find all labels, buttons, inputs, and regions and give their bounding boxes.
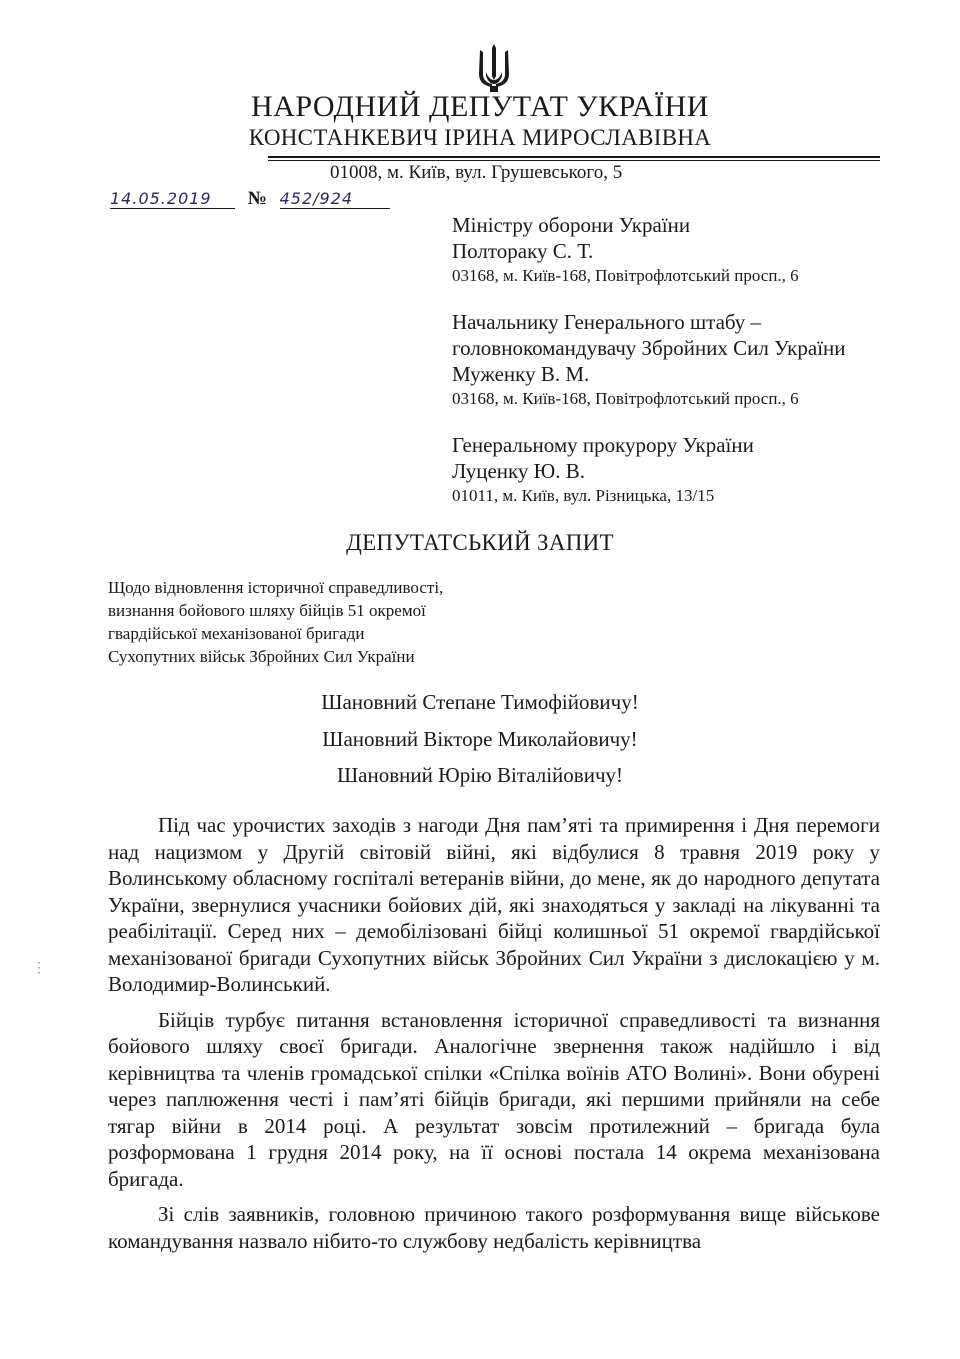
letterhead-address: 01008, м. Київ, вул. Грушевського, 5 <box>330 162 623 183</box>
letterhead-rule-thin <box>268 160 880 161</box>
registration-number-sign: № <box>247 188 267 209</box>
subject-line: гвардійської механізованої бригади <box>108 624 365 643</box>
recipient-block-general-staff <box>452 309 846 411</box>
greeting-line: Шановний Степане Тимофійовичу! <box>321 690 639 714</box>
margin-mark: ⋮ <box>32 961 46 976</box>
greeting-line: Шановний Юрію Віталійовичу! <box>336 763 624 787</box>
document-title: ДЕПУТАТСЬКИЙ ЗАПИТ <box>346 530 614 555</box>
registration-number: 452/924 <box>280 189 390 209</box>
greeting-line: Шановний Вікторе Миколайовичу! <box>322 727 638 751</box>
recipient-block-minister <box>452 212 799 288</box>
registration-line <box>110 188 390 210</box>
recipient-address: 03168, м. Київ-168, Повітрофлотський просп., 6 <box>452 266 799 285</box>
letter-body <box>108 812 880 1263</box>
recipient-line: Начальнику Генерального штабу – <box>452 310 762 334</box>
coat-of-arms-emblem <box>475 42 513 94</box>
letterhead-title: НАРОДНИЙ ДЕПУТАТ УКРАЇНИ <box>251 90 709 123</box>
body-paragraph: Бійців турбує питання встановлення історичної справедливості та визнання бойового шляху своєї бригади. Аналогічне звернення також надійшло і від керівництва та членів громадської спілки «Спілка воїнів АТО Волині». Вони обурені через паплюження честі і пам’яті бійців бригади, які першими прийняли на себе тягар війни в 2014 році. А результат зовсім протилежний – бригада була розформована 1 грудня 2014 року, на її основі постала 14 окрема механізована бригада. <box>108 1007 880 1191</box>
subject-line: Сухопутних військ Збройних Сил України <box>108 647 415 666</box>
body-paragraph: Під час урочистих заходів з нагоди Дня пам’яті та примирення і Дня перемоги над нацизмом у Другій світовій війні, які відбулися 8 травня 2019 року у Волинському обласному госпіталі ветеранів війни, до мене, як до народного депутата України, звернулися учасники бойових дій, які знаходяться у закладі на лікуванні та реабілітації. Серед них – демобілізовані бійці колишньої 51 окремої гвардійської механізованої бригади Сухопутних військ Збройних Сил України з дислокацією у м. Володимир-Волинський. <box>108 813 880 996</box>
recipient-address: 01011, м. Київ, вул. Різницька, 13/15 <box>452 486 715 505</box>
body-paragraph: Зі слів заявників, головною причиною такого розформування вище військове командування назвало нібито-то службову недбалість керівництва <box>108 1202 880 1253</box>
recipient-line: Міністру оборони України <box>452 213 691 237</box>
recipient-line: Генеральному прокурору України <box>452 433 754 457</box>
subject-block <box>108 576 443 668</box>
recipient-line: головнокомандувачу Збройних Сил України <box>452 336 846 360</box>
letterhead-rule-thick <box>268 156 880 158</box>
subject-line: Щодо відновлення історичної справедливості, <box>108 578 444 597</box>
recipient-line: Муженку В. М. <box>452 362 590 386</box>
recipient-address: 03168, м. Київ-168, Повітрофлотський просп., 6 <box>452 389 799 408</box>
recipient-line: Луценку Ю. В. <box>452 459 586 483</box>
letterhead-name: КОНСТАНКЕВИЧ ІРИНА МИРОСЛАВІВНА <box>248 125 712 150</box>
recipient-line: Полтораку С. Т. <box>452 239 594 263</box>
subject-line: визнання бойового шляху бійців 51 окремої <box>108 601 426 620</box>
recipient-block-prosecutor <box>452 432 754 508</box>
registration-date: 14.05.2019 <box>110 189 235 209</box>
